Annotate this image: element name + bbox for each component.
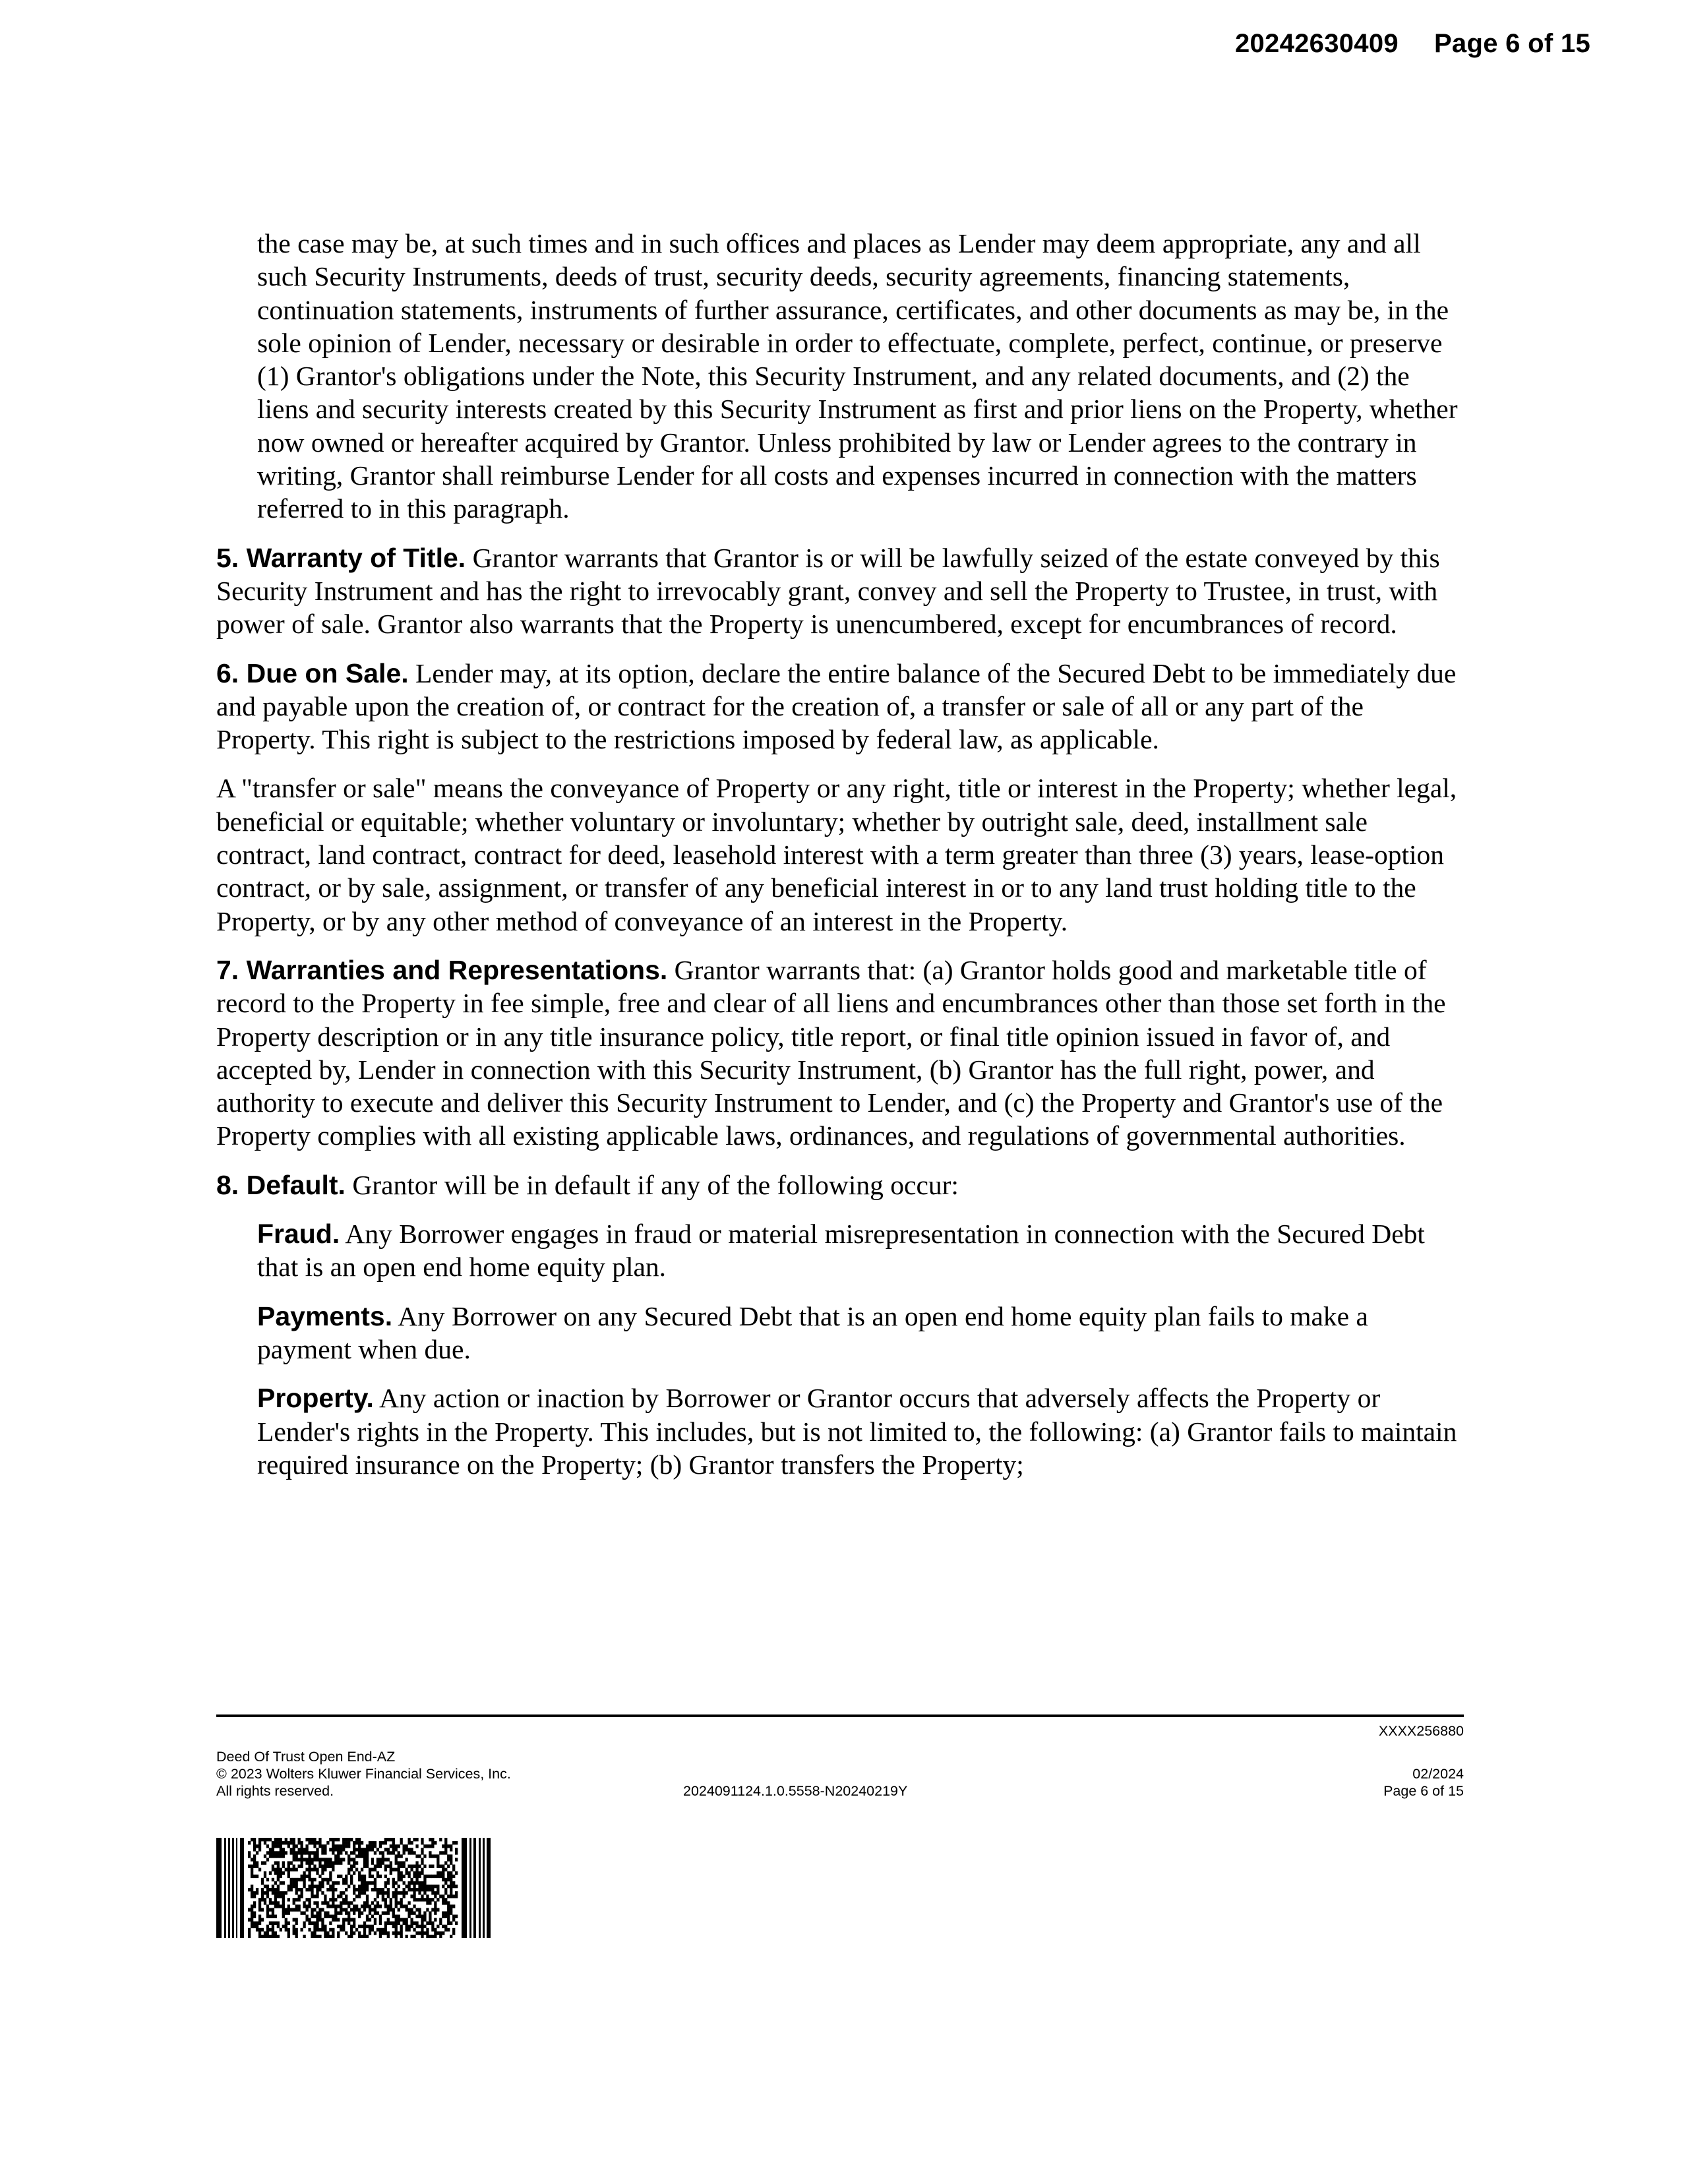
fraud-heading: Fraud. [257, 1219, 340, 1250]
section-5-text: Grantor warrants that Grantor is or will be lawfully seized of the estate conveyed by this Security Instrument and has the right to irrevocably grant, convey and sell the Property to Trustee, in trust, with power of sale. Grantor also warrants that the Property is unencumbered, except for encumbrances of record. [216, 542, 1440, 640]
footer-copyright: © 2023 Wolters Kluwer Financial Services, Inc. [216, 1766, 511, 1782]
pdf417-barcode [216, 1838, 491, 1938]
section-6-text: Lender may, at its option, declare the entire balance of the Secured Debt to be immediately due and payable upon the creation of, or contract for the creation of, a transfer or sale of all or any part of the Property. This right is subject to the restrictions imposed by federal law, as applicable. [216, 657, 1457, 755]
section-8-heading: 8. Default. [216, 1169, 346, 1200]
payments-text: Any Borrower on any Secured Debt that is an open end home equity plan fails to make a payment when due. [257, 1300, 1368, 1364]
property-text: Any action or inaction by Borrower or Grantor occurs that adversely affects the Property or Lender's rights in the Property. This includes, but is not limited to, the following: (a) Grantor fails to maintain required insurance on the Property; (b) Grantor transfers the Property; [257, 1383, 1457, 1480]
section-7-text: Grantor warrants that: (a) Grantor holds good and marketable title of record to the Property in fee simple, free and clear of all liens and encumbrances other than those set forth in the Property description or in any title insurance policy, title report, or final title opinion issued in favor of, and accepted by, Lender in connection with this Security Instrument, (b) Grantor has the full right, power, and authority to execute and deliver this Security Instrument to Lender, and (c) the Property and Grantor's use of the Property complies with all existing applicable laws, ordinances, and regulations of governmental authorities. [216, 954, 1446, 1151]
section-7-heading: 7. Warranties and Representations. [216, 954, 668, 985]
footer-loan-id: XXXX256880 [1378, 1723, 1464, 1739]
document-number: 20242630409 [1234, 29, 1399, 58]
property-heading: Property. [257, 1383, 374, 1414]
continuation-paragraph: the case may be, at such times and in such offices and places as Lender may deem appropriate, any and all such Security Instruments, deeds of trust, security deeds, security agreements, financing statements, continuation statements, instruments of further assurance, certificates, and other documents as may be, in the sole opinion of Lender, necessary or desirable in order to effectuate, complete, perfect, continue, or preserve (1) Grantor's obligations under the Note, this Security Instrument, and any related documents, and (2) the liens and security interests created by this Security Instrument as first and prior liens on the Property, whether now owned or hereafter acquired by Grantor. Unless prohibited by law or Lender agrees to the contrary in writing, Grantor shall reimburse Lender for all costs and expenses incurred in connection with the matters referred to in this paragraph. [257, 228, 1458, 524]
section-6-heading: 6. Due on Sale. [216, 657, 409, 688]
section-8-text: Grantor will be in default if any of the following occur: [352, 1169, 959, 1200]
footer-form-name: Deed Of Trust Open End-AZ [216, 1749, 396, 1765]
section-6-due-on-sale [216, 657, 1462, 756]
header-page-label: Page 6 of 15 [1433, 29, 1590, 58]
footer-rights: All rights reserved. [216, 1783, 334, 1799]
footer-form-info [216, 1748, 511, 1800]
fraud-text: Any Borrower engages in fraud or material misrepresentation in connection with the Secured Debt that is an open end home equity plan. [257, 1219, 1425, 1283]
footer-form-date: 02/2024 [1412, 1766, 1464, 1782]
default-fraud [216, 1217, 1462, 1284]
section-8-default [216, 1168, 1462, 1201]
footer-page: Page 6 of 15 [1383, 1783, 1464, 1799]
section-7-warranties [216, 954, 1462, 1153]
footer-doc-code: 2024091124.1.0.5558-N20240219Y [683, 1783, 908, 1799]
footer-date-page [1383, 1765, 1464, 1800]
footer-divider [216, 1714, 1464, 1717]
section-6-transfer-definition: A "transfer or sale" means the conveyance of Property or any right, title or interest in the Property; whether legal, beneficial or equitable; whether voluntary or involuntary; whether by outright sale, deed, installment sale contract, land contract, contract for deed, leasehold interest with a term greater than three (3) years, lease-option contract, or by sale, assignment, or transfer of any beneficial interest in or to any land trust holding title to the Property, or by any other method of conveyance of an interest in the Property. [216, 773, 1457, 936]
document-body [216, 227, 1462, 1497]
payments-heading: Payments. [257, 1300, 393, 1331]
recording-header [1235, 29, 1590, 59]
section-5-warranty-of-title [216, 541, 1462, 641]
section-5-heading: 5. Warranty of Title. [216, 542, 466, 573]
default-property [216, 1381, 1462, 1481]
default-payments [216, 1300, 1462, 1366]
